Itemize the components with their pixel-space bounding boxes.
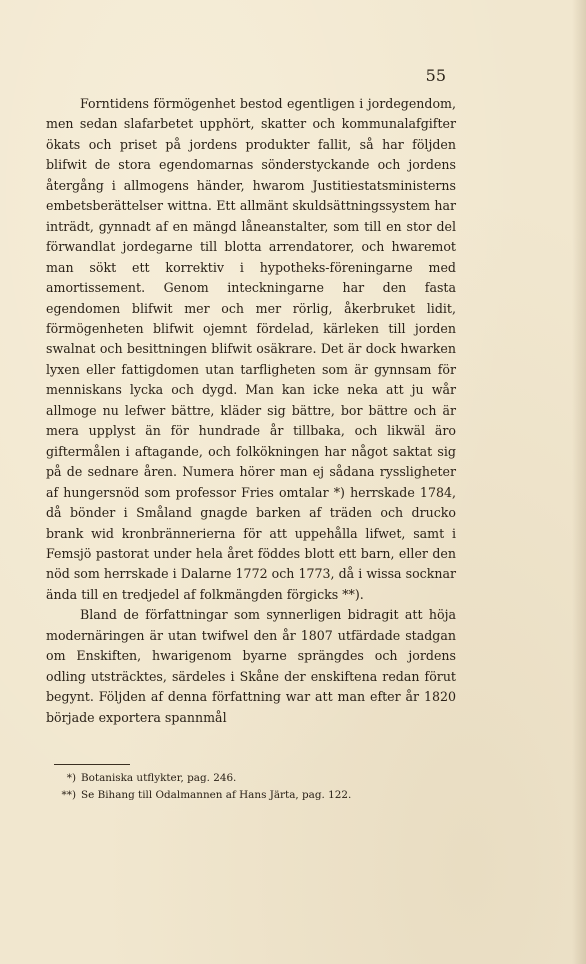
page-number: 55 [425, 66, 446, 85]
paragraph-1: Forntidens förmögenhet bestod egentligen i jordegendom, men sedan slafarbetet upphört, skatter och kommunalafgifter ökats och priset på jordens produkter fallit, så har följden blifwit de stora egendomarnas sönderstyckande och jordens återgång i allmogens händer, hwarom Justitiestatsministerns embetsberättelser wittna. Ett allmänt skuldsättningssystem har inträdt, gynnadt af en mängd låneanstalter, som till en stor del förwandlat jordegarne till blotta arrendatorer, och hwaremot man sökt ett korrektiv i hypotheks-föreningarne med amortissement. Genom inteckningarne har den fasta egendomen blifwit mer och mer rörlig, åkerbruket lidit, förmögenheten blifwit ojemnt fördelad, kärleken till jorden swalnat och besittningen blifwit osäkrare. Det är dock hwarken lyxen eller fattigdomen utan tarfligheten som är gynnsam för menniskans lycka och dygd. Man kan icke neka att ju wår allmoge nu lefwer bättre, kläder sig bättre, bor bättre och är mera upplyst än för hundrade år tillbaka, och likwäl äro giftermålen i aftagande, och folkökningen har något saktat sig på de sednare åren. Numera hörer man ej sådana ryssligheter af hungersnöd som professor Fries omtalar *) herrskade 1784, då bönder i Småland gnagde barken af träden och drucko brank wid kronbrännerierna för att uppehålla lifwet, samt i Femsjö pastorat under hela året föddes blott ett barn, eller den nöd som herrskade i Dalarne 1772 och 1773, då i wissa socknar ända till en tredjedel af folkmängden förgicks **). [46, 96, 456, 602]
footnote-2-mark: **) [61, 789, 76, 801]
body-text [46, 94, 456, 728]
footnote-1-mark: *) [66, 772, 76, 784]
footnote-1 [50, 770, 430, 787]
footnote-2 [50, 787, 430, 804]
footnote-2-text: Se Bihang till Odalmannen af Hans Järta, pag. 122. [81, 789, 352, 801]
footnotes [50, 770, 430, 804]
footnote-1-text: Botaniska utflykter, pag. 246. [81, 772, 237, 784]
page-edge-shadow [572, 0, 586, 964]
footnote-separator [54, 764, 130, 765]
paragraph-2: Bland de författningar som synnerligen bidragit att höja modernäringen är utan twifwel den år 1807 utfärdade stadgan om Enskiften, hwarigenom byarne sprängdes och jordens odling utsträcktes, särdeles i Skåne der enskiftena redan förut begynt. Följden af denna författning war att man efter år 1820 började exportera spannmål [46, 607, 456, 725]
